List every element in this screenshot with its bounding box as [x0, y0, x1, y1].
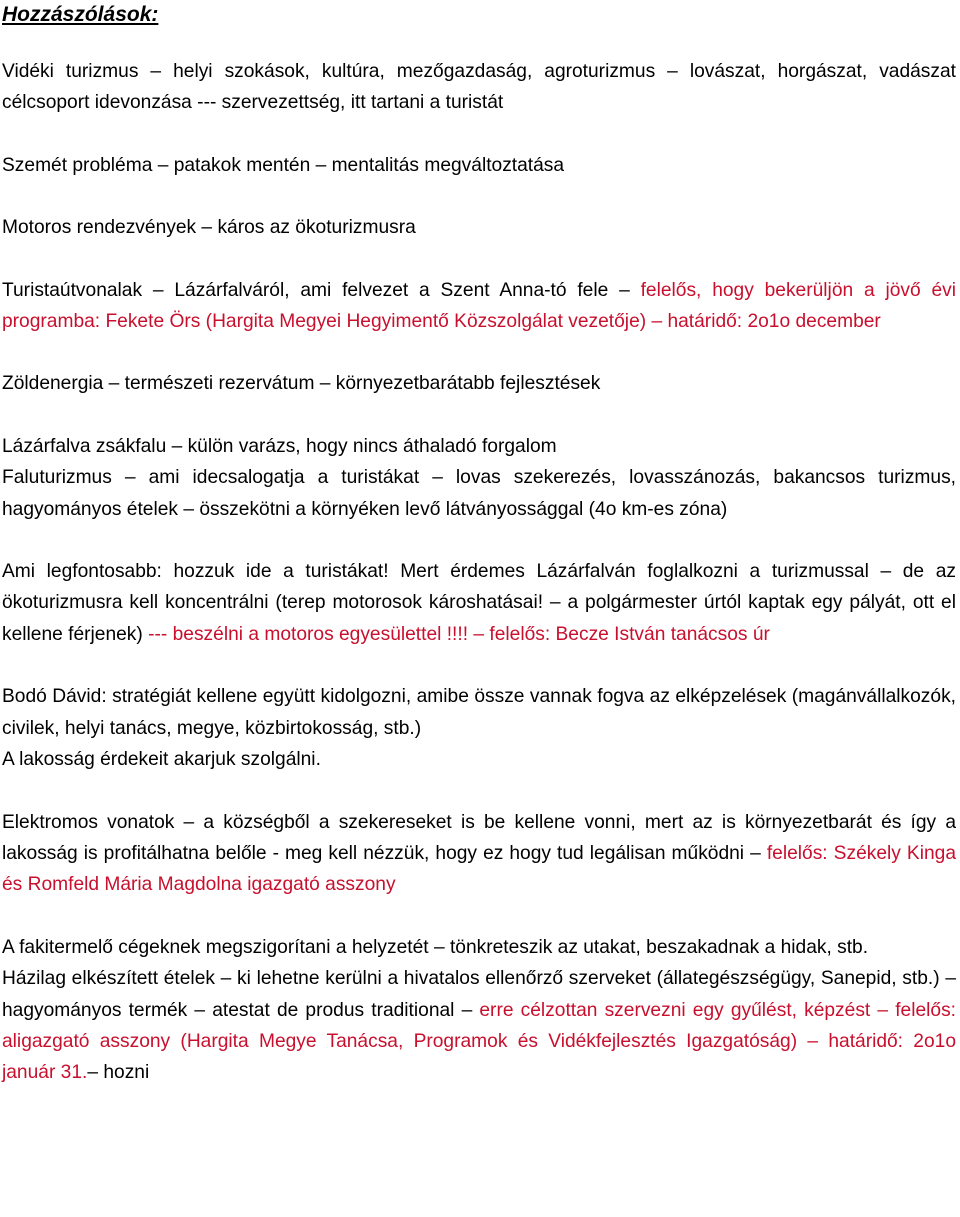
paragraph-text: Ami legfontosabb: hozzuk ide a turistákat! Mert érdemes Lázárfalván foglalkozni a turizmussal – de az ökoturizmusra kell koncentrálni (terep motorosok károshatásai! – a polgármester úrtól kaptak egy pályát, ott el kellene férjenek): [2, 561, 956, 645]
paragraph-garbage-problem: [2, 150, 956, 181]
responsibility-text: felelős: Székely Kinga és Romfeld Mária Magdolna igazgató asszony: [2, 842, 956, 896]
paragraph-text: A lakosság érdekeit akarjuk szolgálni.: [2, 749, 321, 771]
paragraph-tourist-routes: [2, 275, 956, 338]
paragraph-logging-companies: [2, 932, 956, 963]
paragraph-electric-trains: [2, 807, 956, 901]
paragraph-text: Vidéki turizmus – helyi szokások, kultúra, mezőgazdaság, agroturizmus – lovászat, horgászat, vadászat célcsoport idevonzása --- szervezettség, itt tartani a turistát: [2, 61, 956, 114]
paragraph-most-important: [2, 556, 956, 650]
paragraph-text: Elektromos vonatok – a községből a szekereseket is be kellene vonni, mert az is környezetbarát és így a lakosság is profitálhatna belőle - meg kell nézzük, hogy ez hogy tud legálisan működni –: [2, 811, 956, 864]
paragraph-text: Turistaútvonalak – Lázárfalváról, ami felvezet a Szent Anna-tó fele –: [2, 279, 641, 301]
paragraph-text: – hozni: [87, 1062, 150, 1084]
paragraph-text: Faluturizmus – ami idecsalogatja a turistákat – lovas szekerezés, lovasszánozás, bakancsos turizmus, hagyományos ételek – összekötni a környéken levő látványossággal (4o km-es zóna): [2, 467, 956, 520]
document-heading: Hozzászólások:: [2, 3, 159, 26]
paragraph-motor-events: [2, 212, 956, 243]
responsibility-text: --- beszélni a motoros egyesülettel !!!! – felelős: Becze István tanácsos úr: [148, 623, 770, 645]
paragraph-village-tourism: [2, 462, 956, 525]
responsibility-text: erre célzottan szervezni egy gyűlést, képzést – felelős: aligazgató asszony (Hargita Megye Tanácsa, Programok és Vidékfejlesztés Igazgatóság) – határidő: 2o1o január 31.: [2, 999, 956, 1084]
paragraph-population-interest: [2, 744, 956, 775]
paragraph-text: Bodó Dávid: stratégiát kellene együtt kidolgozni, amibe össze vannak fogva az elképzelések (magánvállalkozók, civilek, helyi tanács, megye, közbirtokosság, stb.): [2, 686, 956, 739]
paragraph-green-energy: [2, 368, 956, 399]
paragraph-rural-tourism: [2, 56, 956, 119]
paragraph-text: A fakitermelő cégeknek megszigorítani a helyzetét – tönkreteszik az utakat, beszakadnak a hidak, stb.: [2, 936, 869, 958]
paragraph-text: Zöldenergia – természeti rezervátum – környezetbarátabb fejlesztések: [2, 373, 601, 395]
paragraph-text: Lázárfalva zsákfalu – külön varázs, hogy nincs áthaladó forgalom: [2, 435, 557, 457]
paragraph-bodo-david: [2, 681, 956, 744]
responsibility-text: felelős, hogy bekerüljön a jövő évi programba: Fekete Örs (Hargita Megyei Hegyimentő Közszolgálat vezetője) – határidő: 2o1o december: [2, 279, 956, 333]
paragraph-text: Szemét probléma – patakok mentén – mentalitás megváltoztatása: [2, 154, 565, 176]
paragraph-text: Házilag elkészített ételek – ki lehetne kerülni a hivatalos ellenőrző szerveket (állategészségügy, Sanepid, stb.) – hagyományos termék – atestat de produs traditional –: [2, 968, 956, 1021]
paragraph-dead-end-village: [2, 431, 956, 462]
paragraph-text: Motoros rendezvények – káros az ökoturizmusra: [2, 217, 416, 239]
paragraph-homemade-food: [2, 963, 956, 1089]
